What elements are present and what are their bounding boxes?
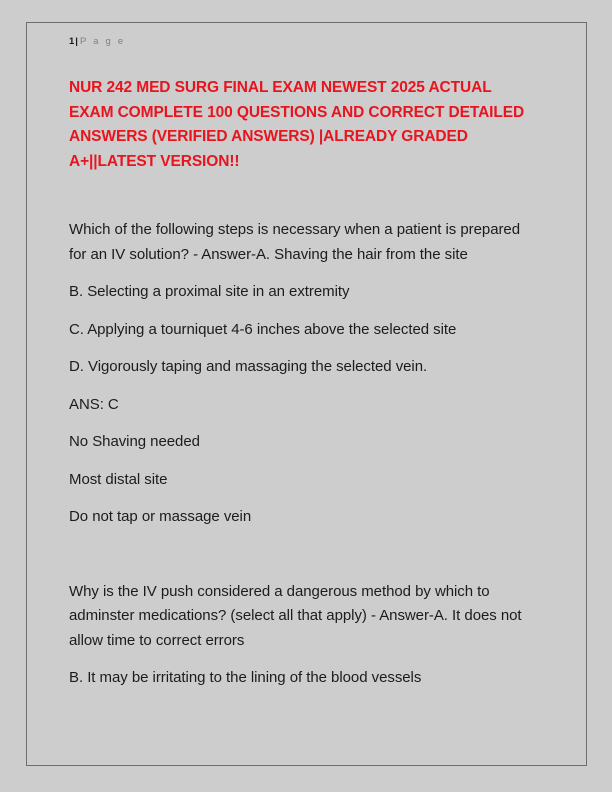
body-paragraph: D. Vigorously taping and massaging the selected vein. xyxy=(69,358,428,375)
body-paragraph: Which of the following steps is necessary when a patient is prepared for an IV solution? - Answer-A. Shaving the hair from the site xyxy=(69,221,521,263)
body-paragraph: ANS: C xyxy=(69,395,119,413)
body-paragraph: B. It may be irritating to the lining of the blood vessels xyxy=(69,669,422,686)
paragraph-spacer xyxy=(69,543,539,567)
page-header xyxy=(69,35,539,49)
page-number: 1 xyxy=(69,36,75,47)
document-page xyxy=(26,22,587,766)
body-paragraph: B. Selecting a proximal site in an extremity xyxy=(69,283,350,300)
body-paragraph: No Shaving needed xyxy=(69,433,200,450)
page-label: P a g e xyxy=(79,36,126,47)
document-title: NUR 242 MED SURG FINAL EXAM NEWEST 2025 ACTUAL EXAM COMPLETE 100 QUESTIONS AND CORRECT DETAILED ANSWERS (VERIFIED ANSWERS) |ALREADY GRADED A+||LATEST VERSION!! xyxy=(69,79,525,170)
body-paragraph: Do not tap or massage vein xyxy=(69,508,252,525)
body-paragraph: Most distal site xyxy=(69,470,168,488)
document-body xyxy=(69,218,539,691)
page-content xyxy=(69,35,539,704)
body-paragraph: Why is the IV push considered a dangerous method by which to adminster medications? (select all that apply) - Answer-A. It does not allow time to correct errors xyxy=(69,582,522,649)
page-header-separator: | xyxy=(75,36,78,47)
body-paragraph: C. Applying a tourniquet 4-6 inches above the selected site xyxy=(69,320,457,338)
